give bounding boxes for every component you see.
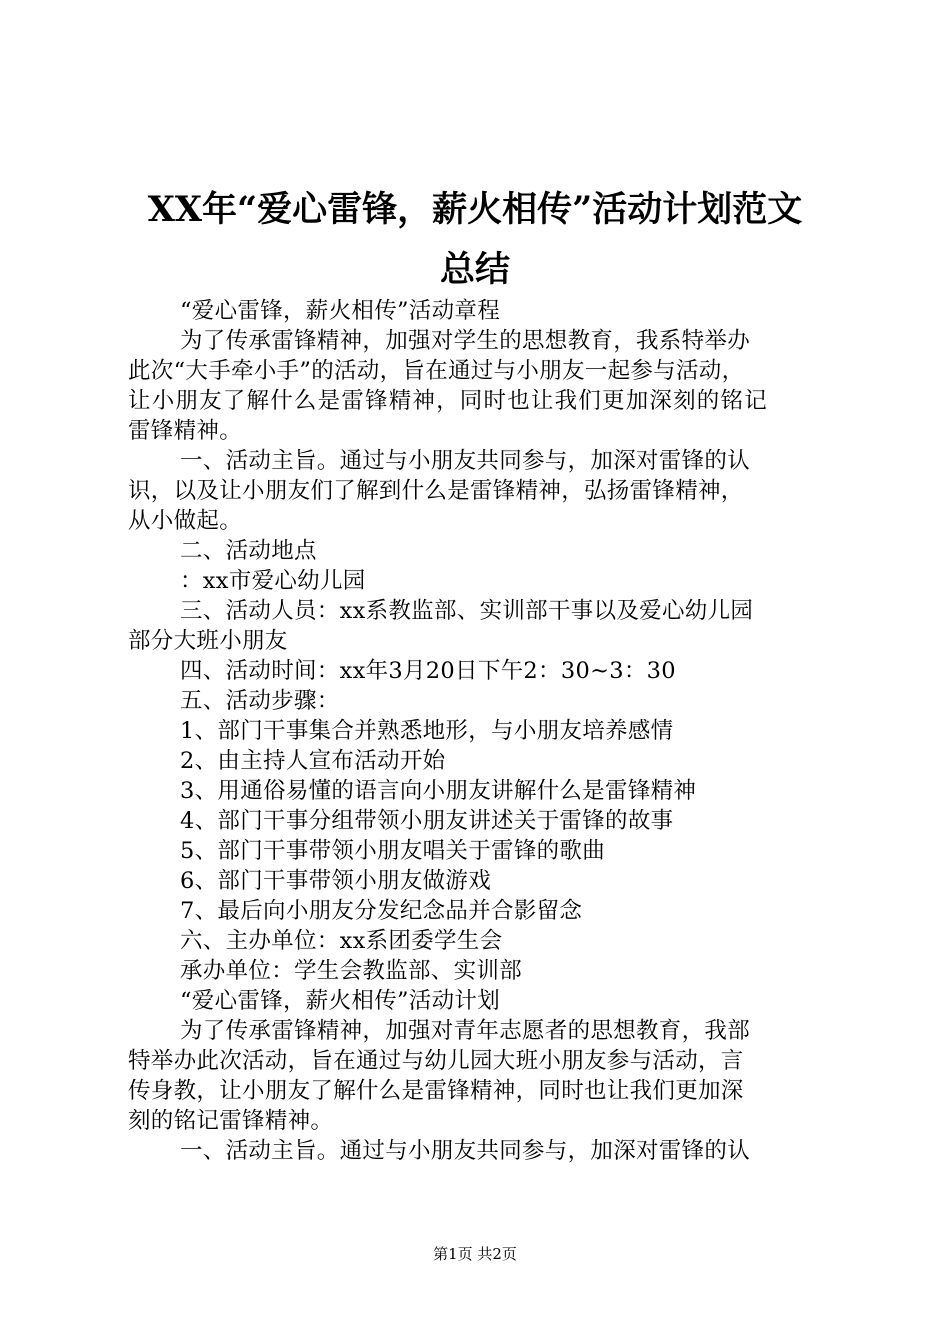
text-line: 三、活动人员：xx系教监部、实训部干事以及爱心幼儿园	[180, 598, 754, 624]
list-item: 1、部门干事集合并熟悉地形，与小朋友培养感情	[180, 718, 674, 744]
text-line: 从小做起。	[128, 508, 243, 534]
list-item: 4、部门干事分组带领小朋友讲述关于雷锋的故事	[180, 808, 674, 834]
list-item: 2、由主持人宣布活动开始	[180, 748, 446, 774]
document-title-line-1: XX年“爱心雷锋，薪火相传”活动计划范文	[147, 189, 803, 230]
text-line: 二、活动地点	[180, 538, 317, 564]
document-title-line-2: 总结	[439, 249, 510, 290]
list-item: 3、用通俗易懂的语言向小朋友讲解什么是雷锋精神	[180, 778, 697, 804]
text-line: 四、活动时间：xx年3月20日下午2：30~3：30	[180, 658, 676, 684]
text-line: 承办单位：学生会教监部、实训部	[180, 958, 523, 984]
page-footer: 第1页 共2页	[433, 1245, 517, 1263]
section-heading-plan: “爱心雷锋，薪火相传”活动计划	[180, 988, 501, 1014]
text-line: 五、活动步骤：	[180, 688, 340, 714]
text-line: 刻的铭记雷锋精神。	[128, 1108, 334, 1134]
list-item: 5、部门干事带领小朋友唱关于雷锋的歌曲	[180, 838, 606, 864]
text-line: 为了传承雷锋精神，加强对青年志愿者的思想教育，我部	[180, 1018, 751, 1044]
text-line: 一、活动主旨。通过与小朋友共同参与，加深对雷锋的认	[180, 1138, 751, 1164]
text-line: 部分大班小朋友	[128, 628, 288, 654]
text-line: 一、活动主旨。通过与小朋友共同参与，加深对雷锋的认	[180, 448, 751, 474]
text-line: ：xx市爱心幼儿园	[180, 568, 366, 594]
list-item: 6、部门干事带领小朋友做游戏	[180, 868, 492, 894]
list-item: 7、最后向小朋友分发纪念品并合影留念	[180, 898, 583, 924]
text-line: 六、主办单位：xx系团委学生会	[180, 928, 503, 954]
text-line: 识，以及让小朋友们了解到什么是雷锋精神，弘扬雷锋精神，	[128, 478, 744, 504]
text-line: 特举办此次活动，旨在通过与幼儿园大班小朋友参与活动，言	[128, 1048, 744, 1074]
section-heading-charter: “爱心雷锋，薪火相传”活动章程	[180, 298, 501, 324]
text-line: 此次“大手牵小手”的活动，旨在通过与小朋友一起参与活动，	[128, 358, 745, 384]
text-line: 雷锋精神。	[128, 418, 243, 444]
text-line: 让小朋友了解什么是雷锋精神，同时也让我们更加深刻的铭记	[128, 388, 768, 414]
text-line: 为了传承雷锋精神，加强对学生的思想教育，我系特举办	[180, 328, 751, 354]
document-body	[128, 296, 828, 1166]
text-line: 传身教，让小朋友了解什么是雷锋精神，同时也让我们更加深	[128, 1078, 744, 1104]
